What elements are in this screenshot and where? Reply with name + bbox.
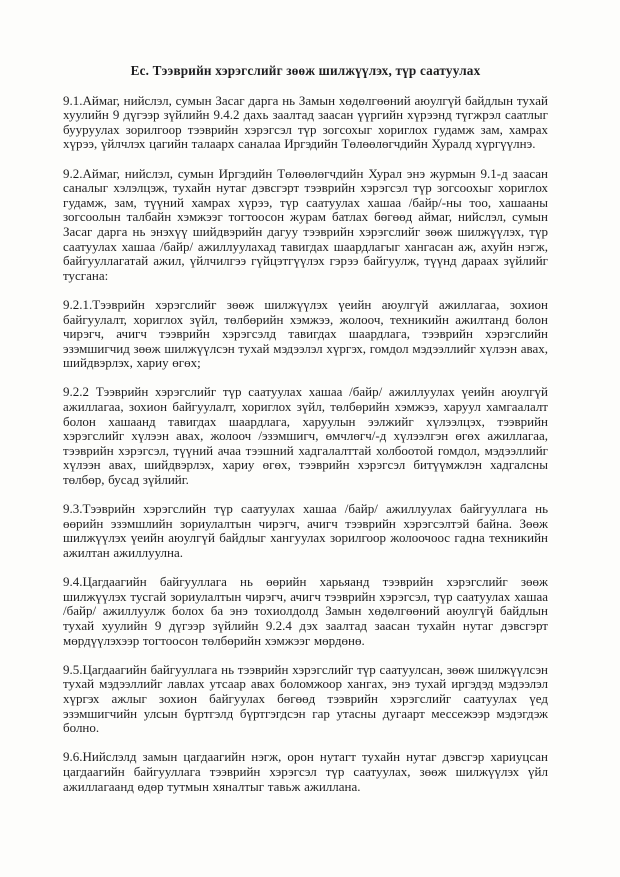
paragraph-9-3: 9.3.Тээврийн хэрэгслийн түр саатуулах хашаа /байр/ ажиллуулах байгууллага нь өөрийн эзэмшлийн зориулалтын чирэгч, ачигч тээврийн хэрэгсэлтэй байна. Зөөж шилжүүлэх үеийн аюулгүй байдлыг хангуулах зорилгоор жолоочоос гадна техникийн ажилтан ажиллуулна. (63, 501, 548, 560)
paragraph-9-2: 9.2.Аймаг, нийслэл, сумын Иргэдийн Төлөөлөгчдийн Хурал энэ журмын 9.1-д заасан саналыг хэлэлцэж, тухайн нутаг дэвсгэрт тээврийн хэрэгсэл түр зогсоохыг хориглох гудамж, зам, түүний хамрах хүрээ, түр саатуулах хашаа /байр/-ны тоо, хашааны зогсоолын талбайн хэмжээг тогтоосон журам батлах бөгөөд аймаг, нийслэл, сумын Засаг дарга нь энэхүү шийдвэрийн дагуу тээврийн хэрэгслийг зөөж шилжүүлэх, түр саатуулах хашаа /байр/ ажиллуулахад тавигдах шаардлагыг хангасан аж, ахуйн нэгж, байгууллагатай ажил, үйлчилгээ гүйцэтгүүлэх гэрээ байгуулж, түүнд дараах зүйлийг тусгана: (63, 165, 548, 283)
paragraph-9-6: 9.6.Нийслэлд замын цагдаагийн нэгж, орон нутагт тухайн нутаг дэвсгэр хариуцсан цагдаагийн байгууллага тээврийн хэрэгсэл түр саатуулах, зөөж шилжүүлэх үйл ажиллагаанд өдөр тутмын хяналтыг тавьж ажиллана. (63, 749, 548, 794)
paragraph-9-5: 9.5.Цагдаагийн байгууллага нь тээврийн хэрэгслийг түр саатуулсан, зөөж шилжүүлсэн тухай мэдээллийг лавлах утсаар авах боломжоор хангах, энэ тухай иргэдэд мэдээлэл хүргэх ажлыг зохион байгуулах бөгөөд тээврийн хэрэгслийг саатуулах үед эзэмшигчийн улсын бүртгэлд бүртгэгдсэн гар утасны дугаарт мессежээр мэдэгдэж болно. (63, 661, 548, 736)
paragraph-9-1: 9.1.Аймаг, нийслэл, сумын Засаг дарга нь Замын хөдөлгөөний аюулгүй байдлын тухай хуулийн 9 дүгээр зүйлийн 9.4.2 дахь заалтад заасан үүргийн хүрээнд түгжрэл саатлыг бууруулах зорилгоор тээврийн хэрэгсэл түр зогсохыг хориглох гудамж зам, хамрах хүрээ, үйлчлэх цагийн талаарх саналаа Иргэдийн Төлөөлөгчдийн Хуралд хүргүүлнэ. (63, 92, 548, 152)
paragraph-9-2-2: 9.2.2 Тээврийн хэрэгслийг түр саатуулах хашаа /байр/ ажиллуулах үеийн аюулгүй ажиллагаа, зохион байгуулалт, хориглох зүйл, төлбөрийн хэмжээ, харуул хамгаалалт болон хашаанд тавигдах шаардлага, харуулын ээлжийг хүлээлцэх, тээврийн хэрэгслийг хүлээн авах, жолооч /эзэмшигч, өмчлөгч/-д хүлээлгэн өгөх ажиллагаа, тээврийн хэрэгсэл, түүний ачаа тээшний хадгалалттай холбоотой гомдол, мэдээллийг хүлээн авах, шийдвэрлэх, хариу өгөх, тээврийн хэрэгсэл битүүмжлэн хадгалсны төлбөр, бусад зүйлийг. (63, 384, 548, 488)
paragraph-9-4: 9.4.Цагдаагийн байгууллага нь өөрийн харьяанд тээврийн хэрэгслийг зөөж шилжүүлэх тусгай зориулалтын чирэгч, ачигч тээврийн хэрэгсэл, түр саатуулах хашаа /байр/ ажиллуулж болох ба энэ тохиолдолд Замын хөдөлгөөний аюулгүй байдлын тухай хуулийн 9 дүгээр зүйлийн 9.2.4 дэх заалтад заасан тухайн нутаг дэвсгэрт мөрдүүлэхээр тогтоосон төлбөрийн хэмжээг мөрдөнө. (63, 574, 548, 648)
document-title: Ес. Тээврийн хэрэгслийг зөөж шилжүүлэх, түр саатуулах (130, 63, 481, 78)
paragraph-9-2-1: 9.2.1.Тээврийн хэрэгслийг зөөж шилжүүлэх үеийн аюулгүй ажиллагаа, зохион байгуулалт, хориглох зүйл, төлбөрийн хэмжээ, жолооч, техникийн ажилтанд болон чирэгч, ачигч тээврийн хэрэгсэлд тавигдах шаардлага, тээврийн хэрэгслийн эзэмшигчид зөөж шилжүүлсэн тухай мэдээлэл хүргэх, гомдол мэдээллийг хүлээн авах, шийдвэрлэх, хариу өгөх; (63, 296, 548, 371)
